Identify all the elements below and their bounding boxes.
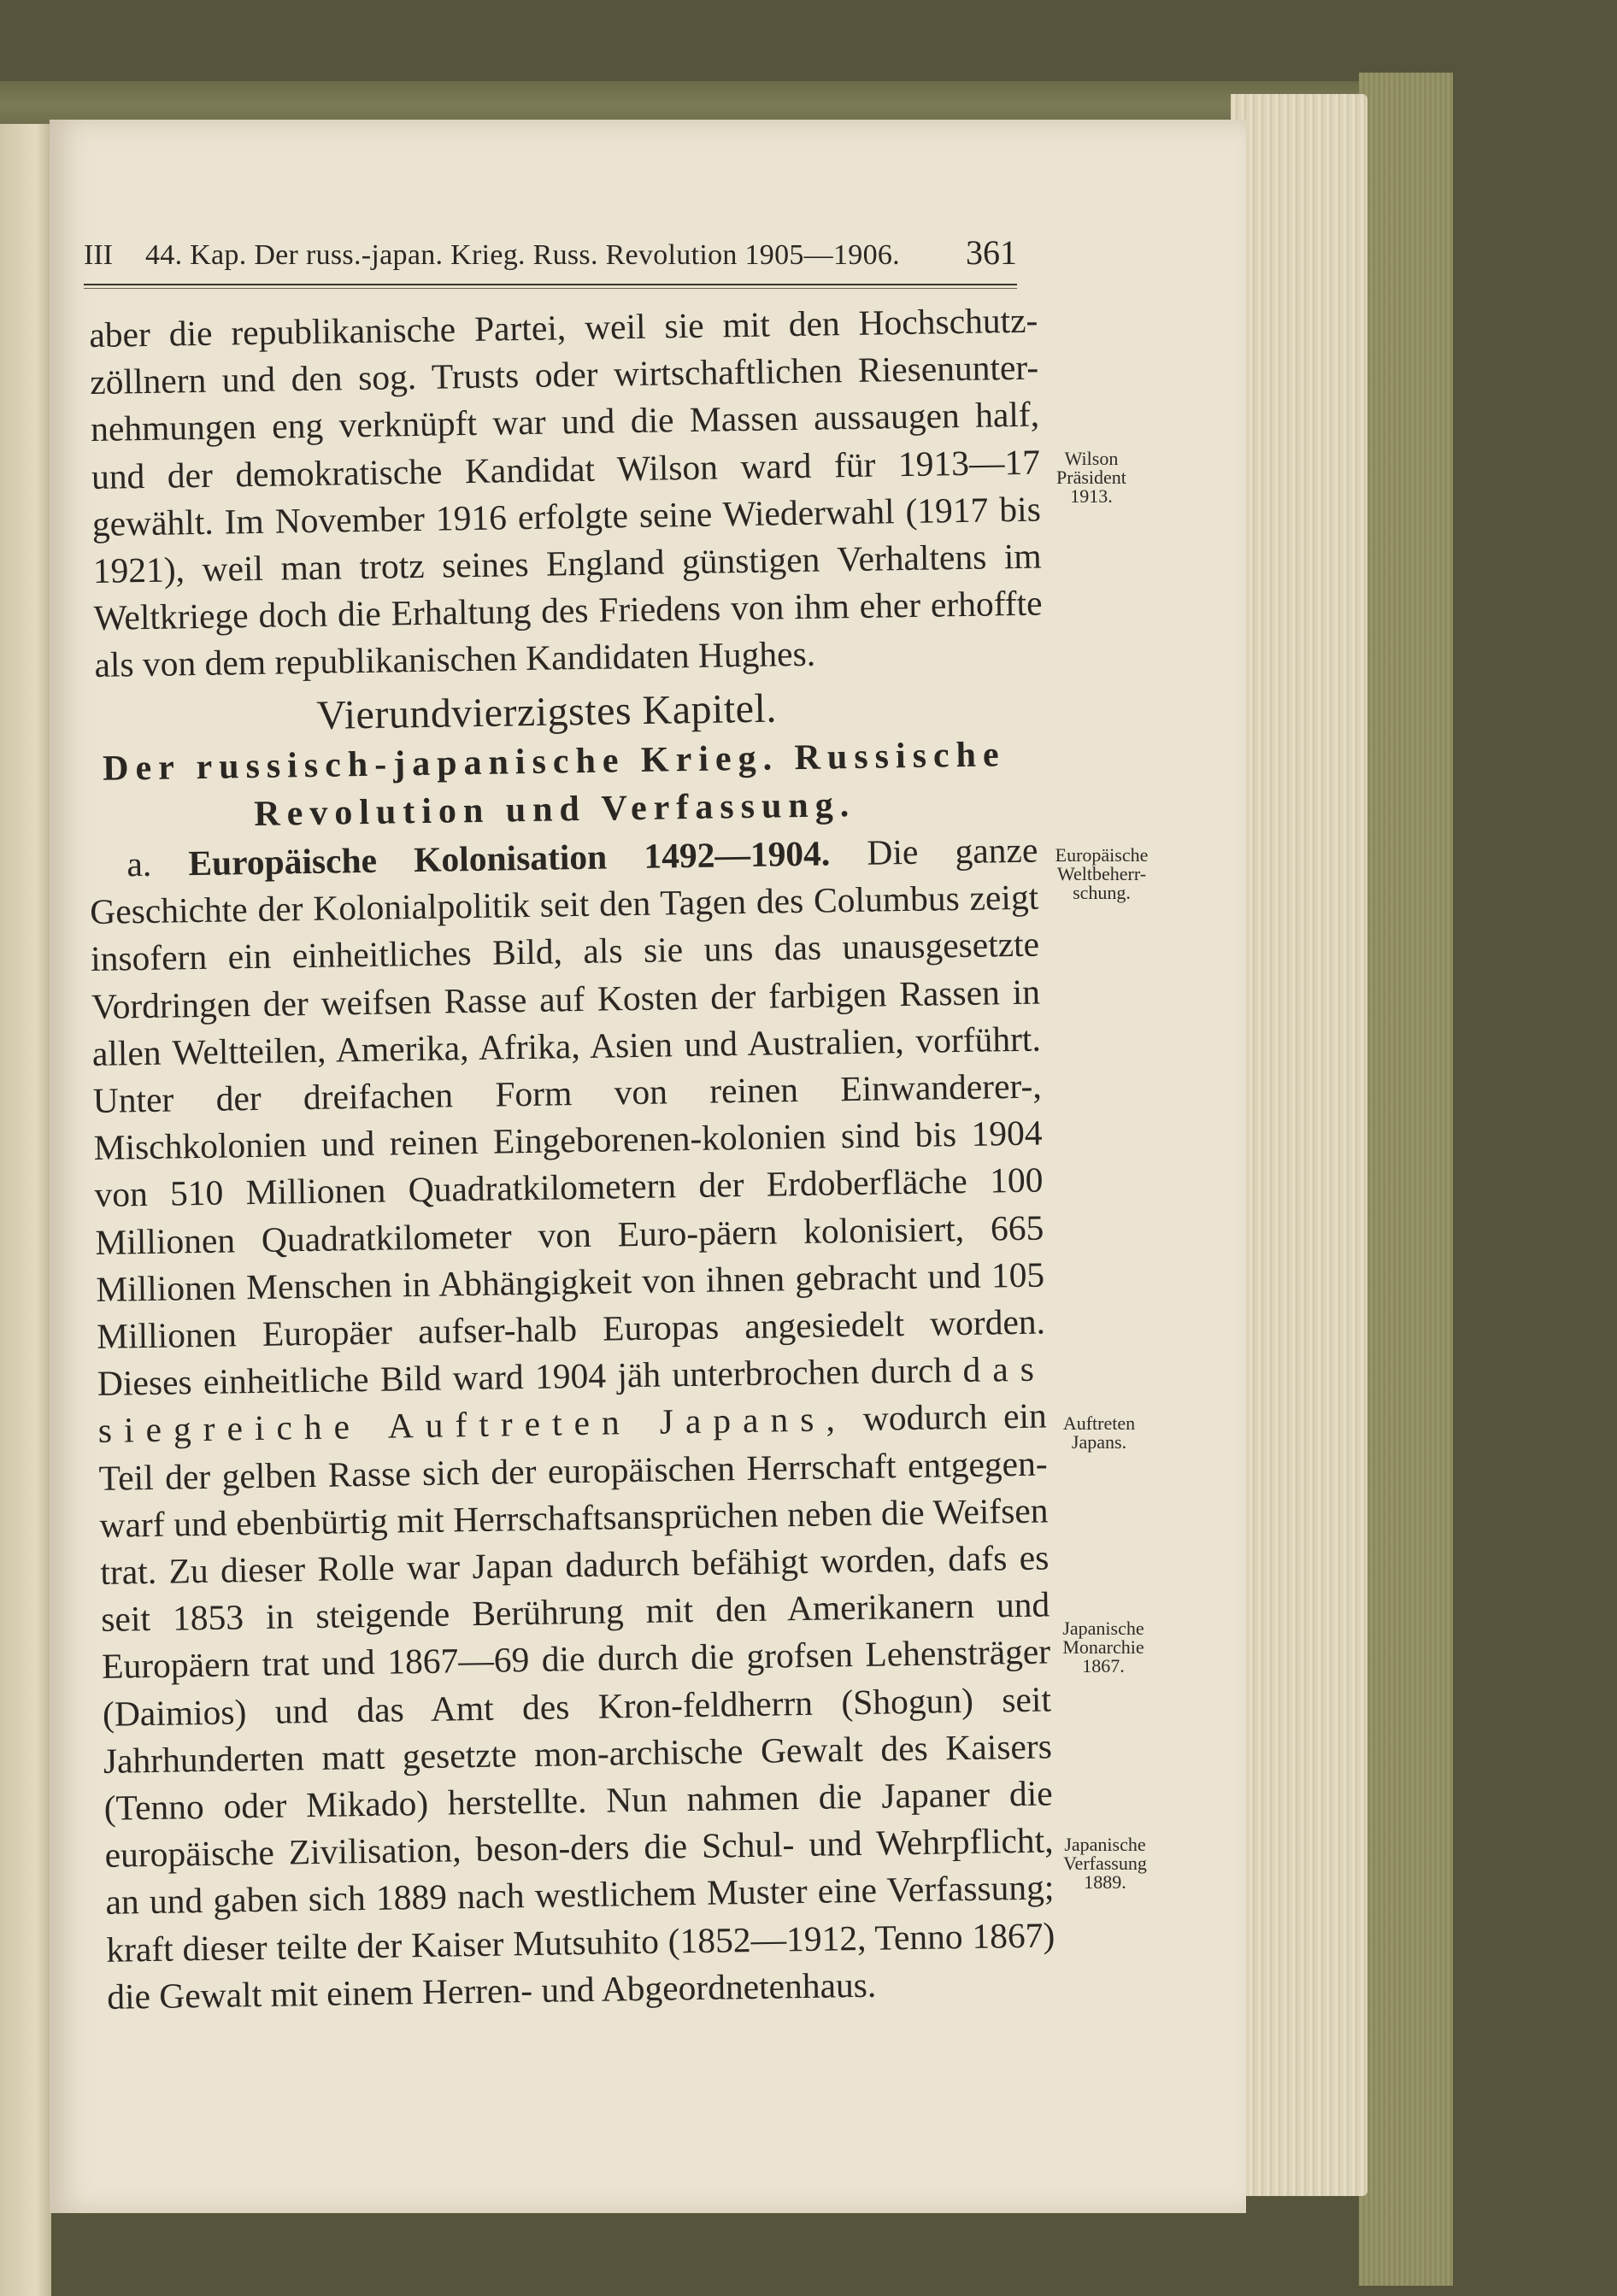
margin-note-line: Präsident — [1056, 467, 1126, 488]
header-rule-thin — [84, 288, 1017, 289]
page-number: 361 — [966, 233, 1017, 272]
margin-note-line: Verfassung — [1063, 1853, 1147, 1874]
margin-note-japans — [1048, 1414, 1150, 1452]
paragraph-text — [89, 827, 1056, 2021]
volume-number: III — [84, 239, 113, 271]
book-cover-right — [1359, 73, 1453, 2286]
margin-note-line: Japanische — [1062, 1618, 1144, 1639]
margin-note-wilson — [1044, 449, 1138, 506]
margin-note-line: Wilson — [1064, 448, 1119, 469]
margin-note-line: Japanische — [1064, 1834, 1146, 1855]
margin-note-line: Monarchie — [1062, 1636, 1144, 1658]
running-title: 44. Kap. Der russ.-japan. Krieg. Russ. Revolution 1905—1906. — [144, 239, 900, 271]
margin-note-line: Weltbeherr- — [1056, 863, 1147, 884]
paragraph-text: aber die republikanische Partei, weil sie mit den Hochschutz-zöllnern und den sog. Trusts oder wirtschaftlichen Riesenunter-nehmungen eng verknüpft war und die Massen aussaugen half, und der demokratische Kandidat Wilson ward für 1913—17 gewählt. Im November 1916 erfolgte seine Wiederwahl (1917 bis 1921), weil man trotz seines England günstigen Verhaltens im Weltkriege doch die Erhaltung des Friedens von ihm eher erhoffte als von dem republikanischen Kandidaten Hughes. — [89, 300, 1043, 685]
text-before-emphasis: Die ganze Geschichte der Kolonialpolitik seit den Tagen des Columbus zeigt insofern ein einheitliches Bild, als sie uns das unausgesetzte Vordringen der weifsen Rasse auf Kosten der farbigen Rassen in allen Weltteilen, Amerika, Afrika, Asien und Australien, vorführt. Unter der dreifachen Form von reinen Einwanderer-, Mischkolonien und reinen Eingeborenen-kolonien sind bis 1904 von 510 Millionen Quadratkilometern der Erdoberfläche 100 Millionen Quadratkilometer von Euro-päern kolonisiert, 665 Millionen Menschen in Abhängigkeit von ihnen gebracht und 105 Millionen Europäer aufser-halb Europas angesiedelt worden. Dieses einheitliche Bild ward 1904 jäh unterbrochen durch — [89, 830, 1046, 1404]
chapter-heading: Vierundvierzigstes Kapitel. — [316, 685, 778, 738]
emphasized-text: das siegreiche Auftreten Japans, — [97, 1348, 1047, 1451]
paragraph-wilson — [89, 297, 1044, 690]
header-rule — [84, 284, 1017, 285]
paragraph-kolonisation — [89, 827, 1056, 2021]
margin-note-line: Auftreten — [1062, 1412, 1136, 1434]
section-title: Europäische Kolonisation 1492—1904. — [188, 833, 831, 884]
margin-note-line: 1867. — [1082, 1655, 1125, 1676]
section-label: a. — [126, 843, 152, 884]
margin-note-line: Europäische — [1055, 844, 1149, 866]
margin-note-line: schung. — [1073, 882, 1131, 903]
chapter-title: Der russisch-japanische Krieg. Russische Revolution und Verfassung. — [102, 735, 1006, 835]
running-header — [84, 232, 1017, 284]
margin-note-line: 1913. — [1070, 485, 1113, 507]
text-after-emphasis: wodurch ein Teil der gelben Rasse sich der europäischen Herrschaft entgegen-warf und ebenbürtig mit Herrschaftsansprüchen neben die Weifsen trat. Zu dieser Rolle war Japan dadurch befähigt worden, dafs es seit 1853 in steigende Berührung mit den Amerikanern und Europäern trat und 1867—69 die durch die grofsen Lehensträger (Daimios) und das Amt des Kron-feldherrn (Shogun) seit Jahrhunderten matt gesetzte mon-archische Gewalt des Kaisers (Tenno oder Mikado) herstellte. Nun nahmen die Japaner die europäische Zivilisation, beson-ders die Schul- und Wehrpflicht, an und gaben sich 1889 nach westlichem Muster eine Verfassung; kraft dieser teilte der Kaiser Mutsuhito (1852—1912, Tenno 1867) die Gewalt mit einem Herren- und Abgeordnetenhaus. — [98, 1395, 1055, 2017]
facing-page-edge — [0, 124, 51, 2296]
margin-note-weltbeherrschung — [1046, 846, 1157, 902]
margin-note-verfassung — [1050, 1835, 1161, 1892]
margin-note-monarchie — [1048, 1619, 1159, 1676]
margin-note-line: 1889. — [1084, 1871, 1126, 1893]
page-edges — [1231, 94, 1367, 2196]
margin-note-line: Japans. — [1071, 1431, 1127, 1453]
